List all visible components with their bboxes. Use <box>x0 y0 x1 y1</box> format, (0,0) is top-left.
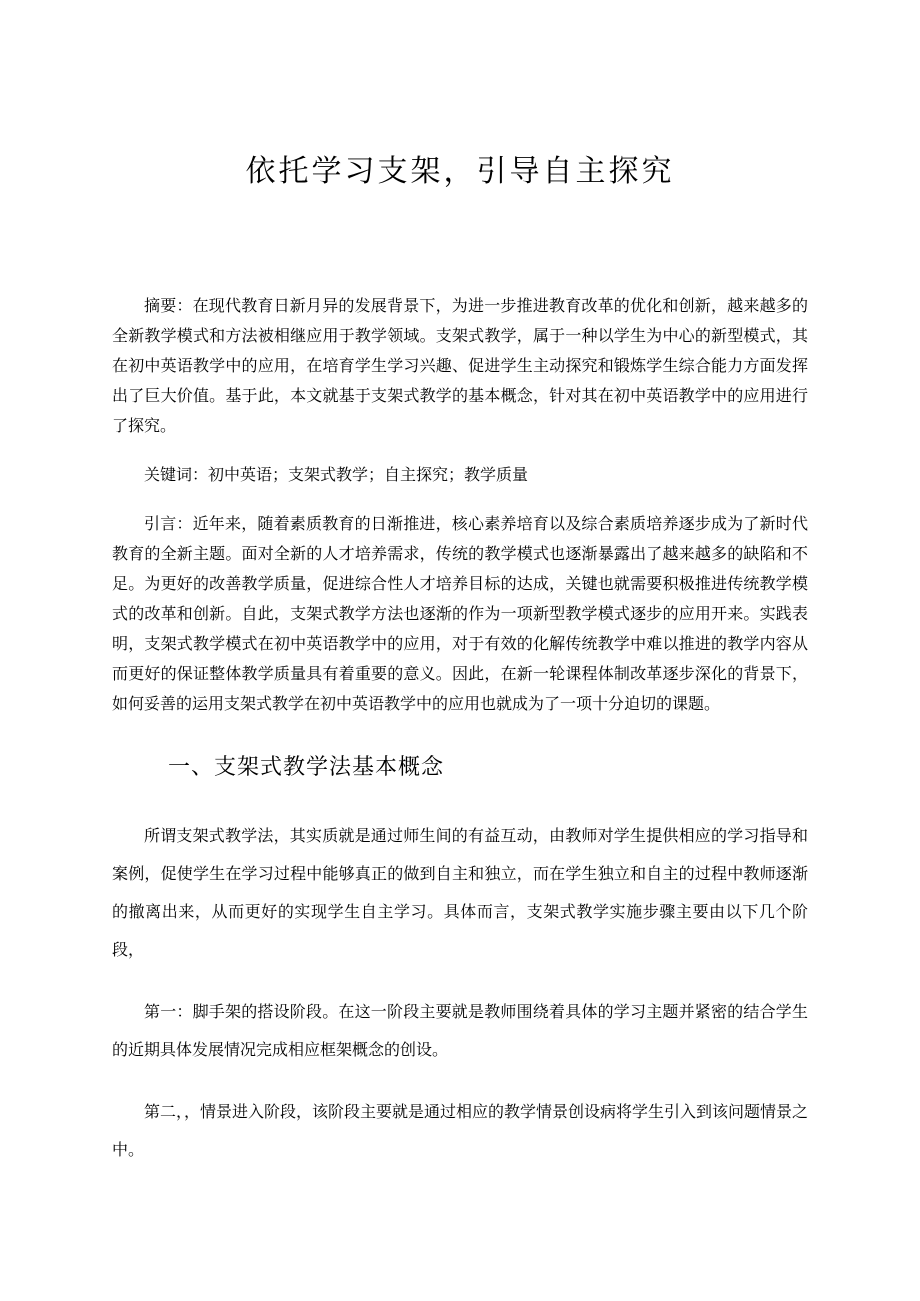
section1-paragraph-step-2: 第二，，情景进入阶段，该阶段主要就是通过相应的教学情景创设病将学生引入到该问题情景之中。 <box>112 1104 809 1159</box>
keywords-line: 关键词：初中英语；支架式教学；自主探究；教学质量 <box>144 467 529 484</box>
abstract-paragraph: 摘要：在现代教育日新月异的发展背景下，为进一步推进教育改革的优化和创新，越来越多的全新教学模式和方法被相继应用于教学领域。支架式教学，属于一种以学生为中心的新型模式，其在初中英语教学中的应用，在培育学生学习兴趣、促进学生主动探究和锻炼学生综合能力方面发挥出了巨大价值。基于此，本文就基于支架式教学的基本概念，针对其在初中英语教学中的应用进行了探究。 <box>112 298 808 435</box>
document-title: 依托学习支架，引导自主探究 <box>245 155 675 188</box>
section1-paragraph-step-1: 第一：脚手架的搭设阶段。在这一阶段主要就是教师围绕着具体的学习主题并紧密的结合学生的近期具体发展情况完成相应框架概念的创设。 <box>112 1004 808 1059</box>
section1-paragraph-overview: 所谓支架式教学法，其实质就是通过师生间的有益互动，由教师对学生提供相应的学习指导和案例，促使学生在学习过程中能够真正的做到自主和独立，而在学生独立和自主的过程中教师逐渐的撤离出来，从而更好的实现学生自主学习。具体而言，支架式教学实施步骤主要由以下几个阶段， <box>112 828 808 959</box>
introduction-paragraph: 引言：近年来，随着素质教育的日渐推进，核心素养培育以及综合素质培养逐步成为了新时代教育的全新主题。面对全新的人才培养需求，传统的教学模式也逐渐暴露出了越来越多的缺陷和不足。为更好的改善教学质量，促进综合性人才培养目标的达成，关键也就需要积极推进传统教学模式的改革和创新。自此，支架式教学方法也逐渐的作为一项新型教学模式逐步的应用开来。实践表明，支架式教学模式在初中英语教学中的应用，对于有效的化解传统教学中难以推进的教学内容从而更好的保证整体教学质量具有着重要的意义。因此，在新一轮课程体制改革逐步深化的背景下，如何妥善的运用支架式教学在初中英语教学中的应用也就成为了一项十分迫切的课题。 <box>112 516 808 713</box>
section-heading-1: 一、支架式教学法基本概念 <box>168 754 445 779</box>
